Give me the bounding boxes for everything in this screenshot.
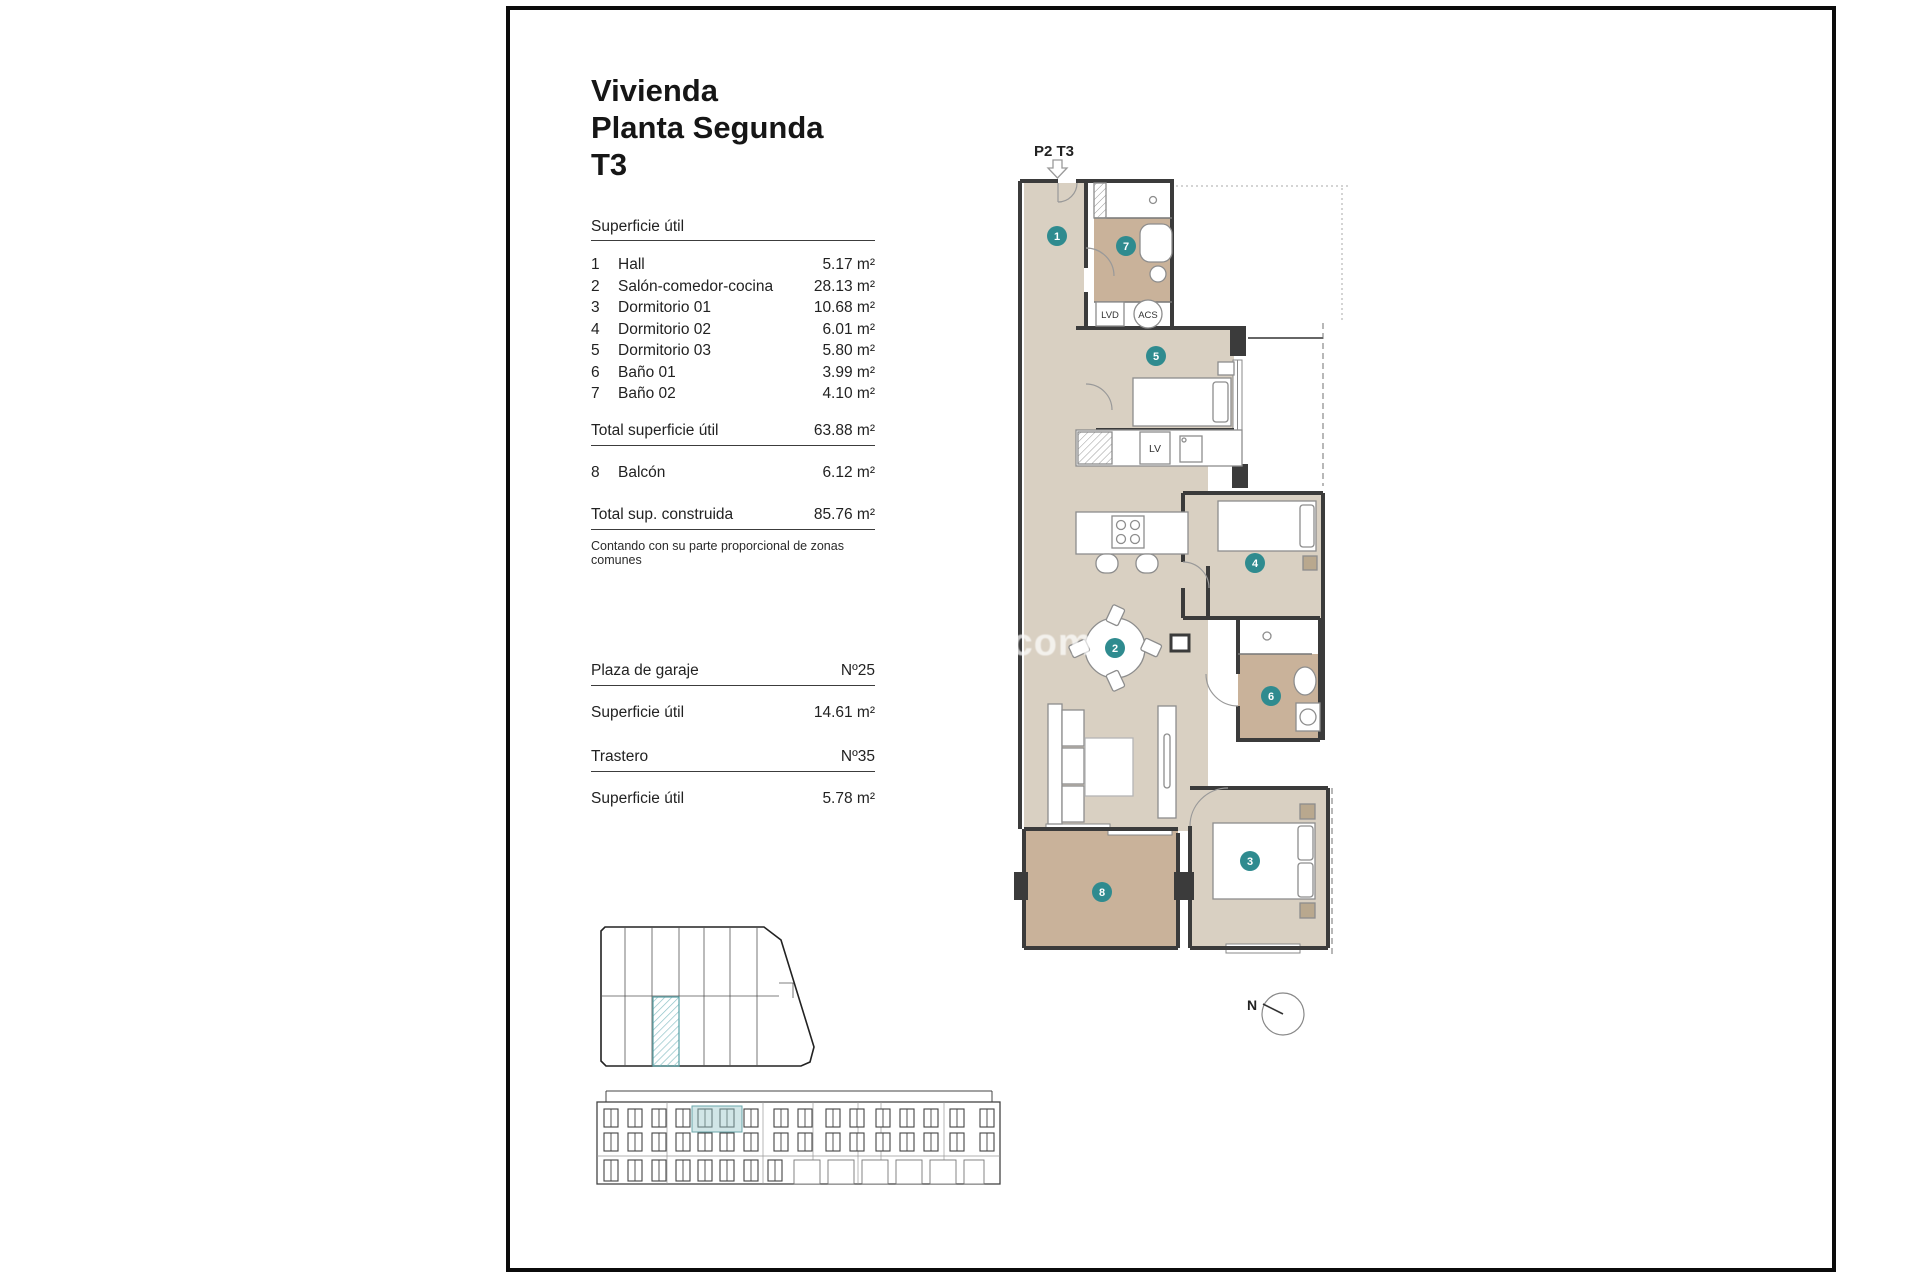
- row-num: 8: [591, 464, 600, 481]
- pillow: [1298, 863, 1313, 897]
- entrance-arrow-icon: [1048, 160, 1067, 178]
- row-name: Baño 01: [618, 363, 676, 381]
- garage-label: Plaza de garaje: [591, 662, 699, 679]
- table-row: [591, 383, 875, 405]
- common-zones-note: Contando con su parte proporcional de zonas comunes: [591, 538, 844, 567]
- row-value: 4.10 m²: [822, 385, 875, 402]
- table-row: [591, 362, 875, 384]
- balcony-row: [591, 462, 875, 484]
- north-label: N: [1247, 997, 1258, 1013]
- storage-area-value: 5.78 m²: [822, 790, 875, 807]
- totals-block: [591, 420, 875, 567]
- room-marker-bano1: [1261, 686, 1281, 706]
- nightstand: [1300, 903, 1315, 918]
- faucet: [1182, 438, 1186, 442]
- table-row: [591, 340, 875, 362]
- svg-text:2: 2: [1111, 643, 1119, 655]
- nightstand: [1218, 362, 1234, 375]
- row-value: 28.13 m²: [813, 277, 875, 295]
- surface-table-rows: [591, 254, 875, 405]
- elevation-roofline: [606, 1091, 992, 1102]
- north-needle: [1263, 1004, 1283, 1014]
- row-num: 4: [591, 320, 600, 338]
- row-num: 5: [591, 342, 600, 359]
- storage-area-label: Superficie útil: [591, 790, 685, 807]
- row-value: 10.68 m²: [813, 299, 875, 316]
- total-useful-value: 63.88 m²: [813, 422, 875, 439]
- floor-plan: [1012, 126, 1348, 978]
- row-num: 6: [591, 363, 600, 381]
- room-marker-dorm2: [1245, 553, 1265, 573]
- nightstand: [1303, 556, 1317, 570]
- row-name: Hall: [618, 256, 645, 273]
- key-plan-outline: [601, 927, 814, 1066]
- row-name: Salón-comedor-cocina: [618, 277, 774, 295]
- row-value: 6.01 m²: [822, 320, 875, 338]
- key-plan: [592, 921, 817, 1071]
- total-useful-label: Total superficie útil: [591, 422, 719, 439]
- toilet: [1294, 667, 1316, 695]
- wall-column: [1171, 635, 1189, 651]
- row-num: 1: [591, 256, 600, 273]
- table-row: [591, 297, 875, 319]
- acs-label: ACS: [1138, 310, 1158, 321]
- kitchen-appliances: [1078, 432, 1112, 464]
- row-name: Dormitorio 01: [618, 299, 712, 316]
- bathtub: [1140, 224, 1172, 262]
- stool: [1096, 554, 1118, 573]
- key-plan-highlighted-unit: [653, 997, 679, 1066]
- room-marker-bano2: [1116, 236, 1136, 256]
- garage-area-value: 14.61 m²: [813, 704, 875, 721]
- room-marker-dorm3: [1146, 346, 1166, 366]
- row-name: Baño 02: [618, 385, 676, 402]
- room-marker-balcon: [1092, 882, 1112, 902]
- building-elevation: [594, 1086, 1004, 1201]
- elevation-highlighted-unit: [692, 1106, 742, 1132]
- pillow: [1300, 505, 1314, 547]
- storage-label: Trastero: [591, 748, 649, 765]
- svg-text:7: 7: [1122, 241, 1130, 253]
- total-built-value: 85.76 m²: [813, 505, 875, 523]
- garage-area-row: [591, 702, 875, 724]
- storage-number: Nº35: [840, 748, 875, 765]
- elevation-windows-floor1: [604, 1133, 994, 1151]
- surface-table-header: [591, 218, 875, 241]
- garage-row: [591, 660, 875, 686]
- garage-number: Nº25: [840, 662, 875, 679]
- laundry-fixture: [1150, 197, 1157, 204]
- row-name: Dormitorio 03: [618, 342, 712, 359]
- shower-drain: [1263, 632, 1271, 640]
- row-value: 6.12 m²: [822, 464, 875, 481]
- total-built-row: [591, 504, 875, 530]
- row-value: 3.99 m²: [822, 363, 875, 381]
- total-useful-row: [591, 420, 875, 446]
- tv: [1164, 734, 1170, 788]
- row-value: 5.80 m²: [822, 342, 875, 359]
- svg-text:3: 3: [1246, 856, 1254, 868]
- stove: [1112, 516, 1144, 548]
- coffee-table: [1085, 738, 1133, 796]
- sofa-cushion: [1062, 710, 1084, 746]
- svg-text:5: 5: [1152, 351, 1160, 363]
- table-row: [591, 254, 875, 276]
- row-name: Balcón: [618, 464, 666, 481]
- title-line-1: Vivienda: [591, 73, 718, 108]
- sofa-cushion: [1062, 748, 1084, 784]
- pillow: [1298, 826, 1313, 860]
- svg-text:4: 4: [1251, 558, 1259, 570]
- svg-text:1: 1: [1053, 231, 1061, 243]
- garage-storage-block: [591, 660, 875, 810]
- row-name: Dormitorio 02: [618, 320, 712, 338]
- table-row: [591, 276, 875, 298]
- storage-area-row: [591, 788, 875, 810]
- total-built-label: Total sup. construida: [591, 505, 734, 523]
- room-marker-hall: [1047, 226, 1067, 246]
- sofa-back: [1048, 704, 1062, 824]
- stool: [1136, 554, 1158, 573]
- room-marker-dorm1: [1240, 851, 1260, 871]
- elevation-windows-floor2: [604, 1109, 994, 1127]
- title-line-3: T3: [591, 147, 628, 182]
- svg-text:8: 8: [1098, 887, 1106, 899]
- room-marker-salon: [1105, 638, 1125, 658]
- lvd-label: LVD: [1101, 310, 1119, 321]
- pillow: [1213, 382, 1228, 422]
- surface-table: [591, 218, 875, 405]
- watermark: .com: [1000, 622, 1093, 664]
- washbasin: [1150, 266, 1166, 282]
- title-line-2: Planta Segunda: [591, 110, 824, 145]
- page-title: [591, 72, 891, 183]
- row-value: 5.17 m²: [822, 256, 875, 273]
- north-arrow: [1243, 978, 1323, 1058]
- row-num: 2: [591, 277, 600, 295]
- unit-label: P2 T3: [1034, 143, 1075, 160]
- table-row: [591, 319, 875, 341]
- sofa-cushion: [1062, 786, 1084, 822]
- laundry-tiles: [1094, 183, 1106, 218]
- nightstand: [1300, 804, 1315, 819]
- row-num: 7: [591, 385, 600, 402]
- lv-label: LV: [1148, 443, 1162, 455]
- svg-text:6: 6: [1267, 691, 1275, 703]
- surface-table-title: Superficie útil: [591, 218, 685, 235]
- garage-area-label: Superficie útil: [591, 704, 685, 721]
- row-num: 3: [591, 299, 600, 316]
- storage-row: [591, 746, 875, 772]
